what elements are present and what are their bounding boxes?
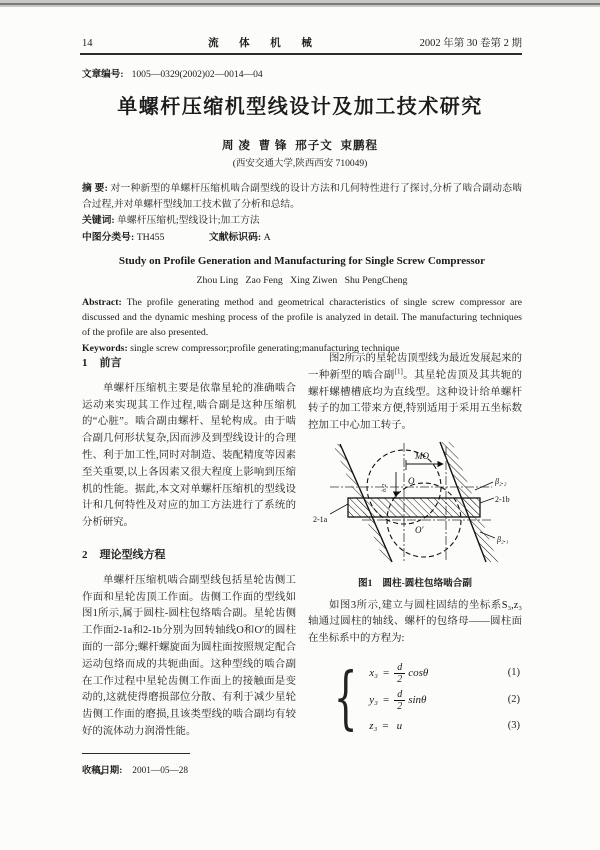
eq1-fraction xyxy=(394,662,405,685)
equation-2 xyxy=(369,689,522,712)
right-paragraph-1-text-a: 图2所示的星轮齿顶型线为最近发展起来的一种新型的啮合副 xyxy=(308,353,522,381)
english-abstract-block xyxy=(82,254,522,356)
clc-value: TH455 xyxy=(136,231,165,243)
keywords-label: 关键词: xyxy=(82,215,115,226)
citation-1: [1] xyxy=(394,367,403,376)
section-1-title: 前言 xyxy=(99,357,122,369)
eq1-tag: (1) xyxy=(507,666,520,678)
eq2-fraction xyxy=(394,689,405,712)
eq3-tag: (3) xyxy=(507,719,520,731)
keywords-line xyxy=(82,213,522,229)
equation-3 xyxy=(369,718,522,735)
clc-label: 中图分类号: xyxy=(82,231,135,243)
eq2-denominator: 2 xyxy=(397,700,403,712)
beta-top-label: β₂.₂ xyxy=(495,476,507,486)
doc-code-label: 文献标识码: xyxy=(208,231,262,243)
tooth-band xyxy=(348,498,480,517)
section-2-number: 2 xyxy=(82,548,88,561)
paper-title: 单螺杆压缩机型线设计及加工技术研究 xyxy=(117,96,483,118)
english-keywords-label: Keywords: xyxy=(82,343,128,354)
page-number: 14 xyxy=(82,38,93,49)
received-date-value: 2001—05—28 xyxy=(132,765,189,776)
keywords-text: 单螺杆压缩机;型线设计;加工方法 xyxy=(117,215,260,226)
eq1-lhs: x₃ xyxy=(369,666,378,679)
figure-1-number: 图1 xyxy=(358,577,373,589)
eq1-function: cosθ xyxy=(408,666,429,679)
eq3-sign: = xyxy=(382,719,389,732)
right-paragraph-2: 如图3所示,建立与圆柱固结的坐标系S₃,z₃轴通过圆柱的轴线、螺杆的包络母——圆柱面在坐标系中的方程为: xyxy=(308,599,522,645)
article-number-line xyxy=(82,66,263,80)
abstract-label: 摘 要: xyxy=(82,183,108,194)
section-2-heading xyxy=(82,543,296,573)
right-paragraph-1 xyxy=(308,351,522,435)
footnote-rule xyxy=(82,753,190,754)
eq2-sign: = xyxy=(382,693,390,706)
figure-1-title: 圆柱-圆柱包络啮合副 xyxy=(382,577,472,589)
header-rule xyxy=(80,53,522,55)
received-date-line xyxy=(82,763,296,780)
journal-issue: 2002 年第 30 卷第 2 期 xyxy=(419,38,522,49)
english-abstract-text: The profile generating method and geometrical characteristics of single screw compressor are discussed and the dynamic meshing process of the profile is analyzed in detail. The manufacturing techniques of the profile are also presented. xyxy=(82,297,522,338)
eq2-function: sinθ xyxy=(408,693,427,706)
article-number-value: 1005—0329(2002)02—0014—04 xyxy=(131,69,263,80)
side-a-label: 2-1a xyxy=(313,514,328,524)
section-1-number: 1 xyxy=(82,357,88,369)
english-authors: Zhou Ling Zao Feng Xing Ziwen Shu PengCheng xyxy=(196,275,408,286)
section-2-title: 理论型线方程 xyxy=(99,548,166,561)
center-O-label: O xyxy=(408,475,415,486)
left-column xyxy=(82,351,296,780)
affiliation: (西安交通大学,陕西西安 710049) xyxy=(232,159,368,169)
received-date-label: 收稿日期: xyxy=(82,765,123,776)
side-b-leader xyxy=(480,498,494,503)
english-abstract-label: Abstract: xyxy=(82,297,122,308)
chinese-abstract-block xyxy=(82,181,522,245)
scan-artifact-line xyxy=(0,3,600,5)
beta-bottom-label: β₂.₁ xyxy=(497,534,509,544)
section-1-heading xyxy=(82,351,296,381)
right-paragraph-1-text-b: 。其星轮齿顶及其共轭的螺杆螺槽槽底均为直线型。这种设计给单螺杆转子的加工带来方便,特别适用于采用五坐标数控加工中心加工转子。 xyxy=(308,369,523,432)
section-1-paragraph: 单螺杆压缩机主要是依靠星轮的准确啮合运动来实现其工作过程,啮合副是这种压缩机的“心脏”。啮合副由螺杆、星轮构成。由于啮合副几何形状复杂,因而涉及到型线设计的合理性、利于加工性,同时对制造、装配精度等因素至关重要,以上各因素又很大程度上影响到压缩机的性能。据此,本文对单螺杆压缩机的型线设计和几何特性及对应的加工方法进行了系统的分析研究。 xyxy=(82,382,296,529)
clc-line xyxy=(82,230,522,246)
meshing-pair-diagram xyxy=(312,440,518,566)
equation-block xyxy=(308,656,522,742)
footnote xyxy=(82,753,296,780)
mo-label: MO xyxy=(415,450,429,461)
english-keywords-text: single screw compressor;profile generating;manufacturing technique xyxy=(130,343,400,354)
abstract-paragraph xyxy=(82,181,522,212)
figure-1 xyxy=(308,440,522,573)
article-number-label: 文章编号: xyxy=(82,69,124,80)
journal-name: 流 体 机 械 xyxy=(208,38,321,49)
eq2-tag: (2) xyxy=(507,693,520,705)
eq3-rhs: u xyxy=(396,719,403,732)
eq2-numerator: d xyxy=(394,689,405,701)
journal-header xyxy=(82,35,522,50)
section-2-paragraph: 单螺杆压缩机啮合副型线包括星轮齿侧工作面和星轮齿顶工作面。齿侧工作面的型线如图1所示,属于圆柱-圆柱包络啮合副。星轮齿侧工作面2-1a和2-1b分别为回转轴线O和O′的圆柱面的一部分;螺杆螺旋面为圆柱面按照规定配合运动包络而成的共轭曲面。这种型线的啮合副在工作过程中星轮齿侧工作面上的接触面是变动的,这就使得磨损部位分散、有利于减少星轮齿侧工作面的磨损,且该类型线的啮合副均有较好的流体动力润滑性能。 xyxy=(82,574,296,737)
eq1-numerator: d xyxy=(394,662,405,674)
half-width-label: b/2 xyxy=(381,483,388,492)
right-column xyxy=(308,351,522,742)
english-title: Study on Profile Generation and Manufacturing for Single Screw Compressor xyxy=(118,255,486,267)
english-abstract xyxy=(82,295,522,340)
center-O-prime-label: O′ xyxy=(415,524,424,535)
equation-rows xyxy=(369,662,522,737)
equation-brace: { xyxy=(333,658,358,738)
spacer xyxy=(82,532,296,543)
eq3-lhs: z₃ xyxy=(369,719,378,732)
equation-1 xyxy=(369,662,522,685)
eq1-sign: = xyxy=(382,666,390,679)
figure-1-caption xyxy=(308,576,522,593)
side-b-label: 2-1b xyxy=(495,494,510,504)
eq1-denominator: 2 xyxy=(397,673,403,685)
doc-code-value: A xyxy=(263,231,271,243)
eq2-lhs: y₃ xyxy=(369,693,378,706)
abstract-text: 对一种新型的单螺杆压缩机啮合副型线的设计方法和几何特性进行了探讨,分析了啮合副动态啮合过程,并对单螺杆型线加工技术做了分析和总结。 xyxy=(82,183,523,210)
side-a-leader xyxy=(330,504,348,514)
authors: 周 凌 曹 锋 邢子文 束鹏程 xyxy=(222,140,378,152)
beta-top-leader xyxy=(475,482,493,490)
